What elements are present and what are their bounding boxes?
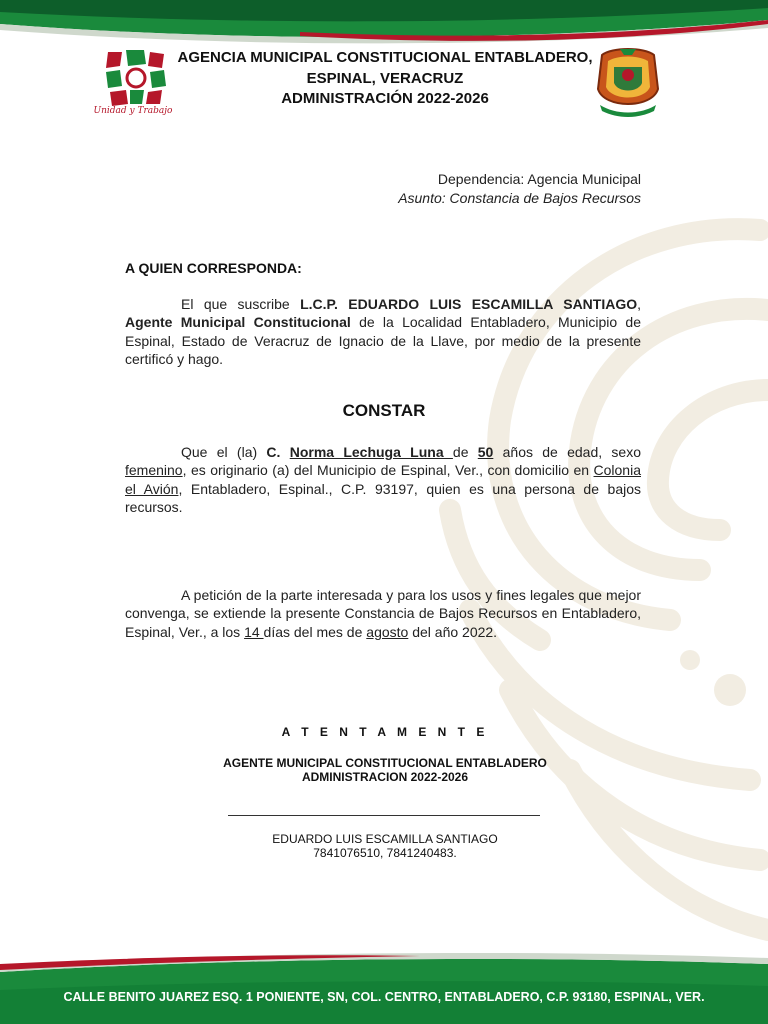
signer-name-footer: EDUARDO LUIS ESCAMILLA SANTIAGO — [272, 832, 498, 846]
signer-contact-block — [150, 832, 620, 860]
para1-text-3: de la Localidad Entabladero, Municipio de Espinal, Estado de Veracruz de Ignacio de la Llave, por medio de la presente certificó y hago. — [125, 314, 641, 367]
document-metadata — [398, 170, 641, 208]
para2-text-5: , Entabladero, Espinal., C.P. 93197, quien es una persona de bajos recursos. — [125, 480, 642, 515]
atentamente: A T E N T A M E N T E — [281, 725, 489, 739]
person-sex: femenino — [125, 462, 183, 479]
greeting: A QUIEN CORRESPONDA: — [125, 260, 302, 276]
header-line-1: AGENCIA MUNICIPAL CONSTITUCIONAL ENTABLADERO, — [177, 49, 593, 66]
dependencia-text: Dependencia: Agencia Municipal — [437, 171, 641, 187]
paragraph-intro — [125, 295, 641, 368]
para2-text-3: años de edad, sexo — [493, 444, 641, 460]
footer-address: CALLE BENITO JUAREZ ESQ. 1 PONIENTE, SN, COL. CENTRO, ENTABLADERO, C.P. 93180, ESPINAL, VER. — [63, 990, 705, 1004]
para1-text-2: , — [637, 296, 642, 312]
para2-text-1: Que el (la) — [181, 444, 267, 460]
signer-title-block — [150, 756, 620, 784]
person-prefix: C. — [266, 444, 290, 460]
bottom-decorative-band — [0, 950, 768, 1024]
asunto-text: Asunto: Constancia de Bajos Recursos — [398, 190, 641, 206]
top-decorative-band — [0, 0, 768, 48]
constar-heading: CONSTAR — [342, 401, 426, 420]
signer-title-1: AGENTE MUNICIPAL CONSTITUCIONAL ENTABLADERO — [223, 756, 547, 770]
para1-text-1: El que suscribe — [181, 296, 301, 312]
signer-title-2: ADMINISTRACION 2022-2026 — [301, 770, 469, 784]
document-header — [150, 48, 620, 110]
para2-text-2: de — [452, 444, 478, 460]
person-age: 50 — [477, 444, 494, 460]
signer-phones: 7841076510, 7841240483. — [313, 846, 457, 860]
signature-line — [228, 815, 540, 816]
logo-script-text: Unidad y Trabajo — [93, 106, 173, 116]
issue-day: 14 — [244, 623, 264, 640]
para3-text-3: del año 2022. — [408, 623, 498, 640]
signer-role: Agente Municipal Constitucional — [125, 314, 351, 331]
para3-text-1: A petición de la parte interesada y para los usos y fines legales que mejor convenga, se extiende la presente Constancia de Bajos Recursos en Entabladero, Espinal, Ver., a los — [125, 587, 641, 640]
person-address: Colonia el Avión — [125, 462, 641, 497]
issue-month: agosto — [366, 623, 409, 640]
para3-text-2: días del mes de — [263, 623, 367, 640]
person-name: Norma Lechuga Luna — [289, 444, 453, 460]
header-line-2: ESPINAL, VERACRUZ — [306, 69, 464, 87]
para2-text-4: , es originario (a) del Municipio de Espinal, Ver., con domicilio en — [182, 462, 594, 479]
paragraph-certification — [125, 443, 641, 516]
municipal-coat-of-arms — [592, 45, 664, 119]
signer-name: L.C.P. EDUARDO LUIS ESCAMILLA SANTIAGO — [300, 296, 638, 312]
paragraph-closing — [125, 586, 641, 641]
header-line-3: ADMINISTRACIÓN 2022-2026 — [281, 90, 489, 107]
